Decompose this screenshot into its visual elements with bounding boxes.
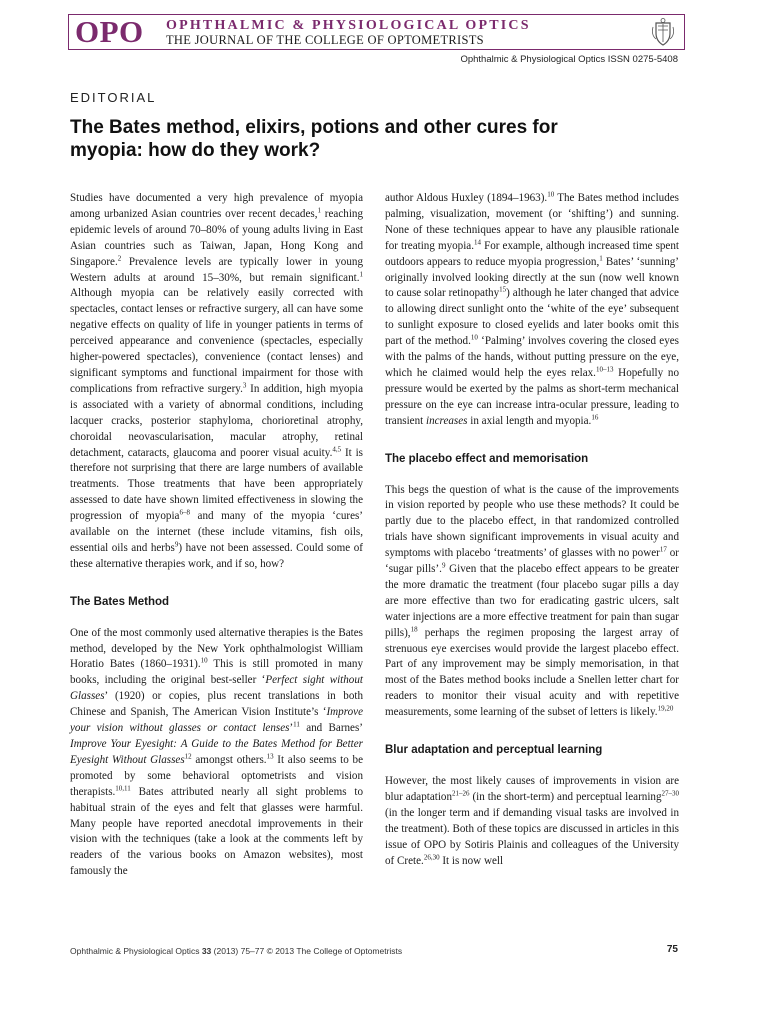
heading-placebo: The placebo effect and memorisation [385, 452, 589, 465]
paragraph: This begs the question of what is the cause of the improvements in vision reported by people who use these methods? It could be partly due to the placebo effect, in that randomized controlled trials have shown significant improvements in visual acuity and symptoms with placebo ‘treatments’ of glasses with no power$^{17}$ or ‘sugar pills’.$^9$ Given that the placebo effect appears to be greater the more dramatic the treatment (four placebo sugar pills a day are more effective than two for eradicating gastric ulcers, salt water injections are a more effective treatment for pain than sugar pills),$^{18}$ perhaps the regimen proposing the largest array of strenuous eye exercises would provide the largest placebo effect. Part of any improvement may be simply memorisation, in that most of the Bates method books include a Snellen letter chart for readers to monitor their visual acuity and with repetitive measurements, some learning of the subset of letters is likely.$^{19,20}$ [385, 483, 679, 719]
issn: Ophthalmic & Physiological Optics ISSN 0275-5408 [460, 54, 678, 65]
paragraph: Studies have documented a very high prevalence of myopia among urbanized Asian countries over recent decades,$^1$ reaching epidemic levels of around 70–80% of young adults living in East Asian countries such as Taiwan, Japan, Hong Kong and Singapore.$^2$ Prevalence levels are typically lower in young Western adults at around 15–30%, but remain significant.$^1$ Although myopia can be relatively easily corrected with spectacles, contact lenses or refractive surgery, all can have some negative effects on quality of life in younger patients in terms of perceived appearance and convenience (spectacles, especially higher-powered spectacles), convenience (contact lenses) and significant symptoms and functional impairment for those with complications from refractive surgery.$^3$ In addition, high myopia is associated with a variety of abnormal conditions, including lacquer cracks, posterior staphyloma, chorioretinal atrophy, choroidal neovascularisation, macular atrophy, retinal detachment, cataracts, glaucoma and poorer visual acuity.$^{4,5}$ It is therefore not surprising that there are large numbers of available treatments. Those treatments that have been appropriately assessed to date have shown limited effectiveness in slowing the progression of myopia$^{6-8}$ and many of the myopia ‘cures’ available on the internet (these include vitamins, fish oils, essential oils and herbs$^9$) have not been assessed. Could some of these alternative therapies work, and if so, how? [70, 192, 363, 570]
journal-name: OPHTHALMIC & PHYSIOLOGICAL OPTICS [166, 18, 531, 33]
paragraph: However, the most likely causes of improvements in vision are blur adaptation$^{21-26}$ (in the short-term) and perceptual learning$^{27-30}$ (in the longer term and if demanding visual tasks are involved in the treatment). Both of these topics are discussed in articles in this issue of OPO by Sotiris Plainis and colleagues of the University of Crete.$^{26,30}$ It is now well [385, 775, 679, 867]
article-title: The Bates method, elixirs, potions and other cures for myopia: how do they work? [70, 117, 558, 161]
footer-rest: (2013) 75–77 © 2013 The College of Optometrists [213, 946, 403, 956]
column-right [385, 191, 679, 869]
paragraph: author Aldous Huxley (1894–1963).$^{10}$ The Bates method includes palming, visualization, movement (or ‘shifting’) and sunning. None of these techniques appear to have any plausible rationale for treating myopia.$^{14}$ For example, although increased time spent outdoors appears to reduce myopia progression,$^1$ Bates’ ‘sunning’ originally involved looking directly at the sun (now well known to cause solar retinopathy$^{15}$) although he later changed that advice to allowing direct sunlight onto the ‘white of the eye’ subsequent to sunlight exposure to closed eyelids and later books omit this part of the method.$^{10}$ ‘Palming’ involves covering the closed eyes with the palms of the hands, without putting pressure on the eye, which he claimed would help the eyes relax.$^{10-13}$ Hopefully no pressure would be exerted by the palms as short-term mechanical pressure on the eye can increase intra-ocular pressure, leading to transient increases in axial length and myopia.$^{16}$ [385, 190, 680, 427]
section-label: EDITORIAL [70, 90, 157, 105]
column-left [70, 191, 363, 880]
heading-blur-adaptation: Blur adaptation and perceptual learning [385, 744, 603, 757]
page-number: 75 [666, 944, 678, 955]
journal-header [68, 14, 685, 50]
paragraph: One of the most commonly used alternative therapies is the Bates method, developed by the New York ophthalmologist William Horatio Bates (1860–1931).$^{10}$ This is still promoted in many books, including the original best-seller ‘Perfect sight without Glasses’ (1920) or copies, plus recent translations in both Chinese and Spanish, The American Vision Institute’s ‘Improve your vision without glasses or contact lenses’$^{11}$ and Barnes’ Improve Your Eyesight: A Guide to the Bates Method for Better Eyesight Without Glasses$^{12}$ amongst others.$^{13}$ It also seems to be promoted by some behavioral optometrists and vision therapists.$^{10,11}$ Bates attributed nearly all sight problems to habitual strain of the eyes and felt that glasses were harmful. Many people have reported anecdotal improvements in their vision with the techniques (take a look at the comments left by readers of the various books on Amazon websites), most famously the [70, 626, 363, 878]
journal-subtitle: THE JOURNAL OF THE COLLEGE OF OPTOMETRISTS [166, 33, 484, 47]
journal-logo: OPO [75, 14, 144, 49]
crest-icon [648, 17, 678, 47]
footer-journal: Ophthalmic & Physiological Optics [70, 946, 200, 956]
heading-bates-method: The Bates Method [70, 595, 170, 608]
footer-citation [70, 946, 402, 956]
footer-volume: 33 [201, 946, 212, 956]
